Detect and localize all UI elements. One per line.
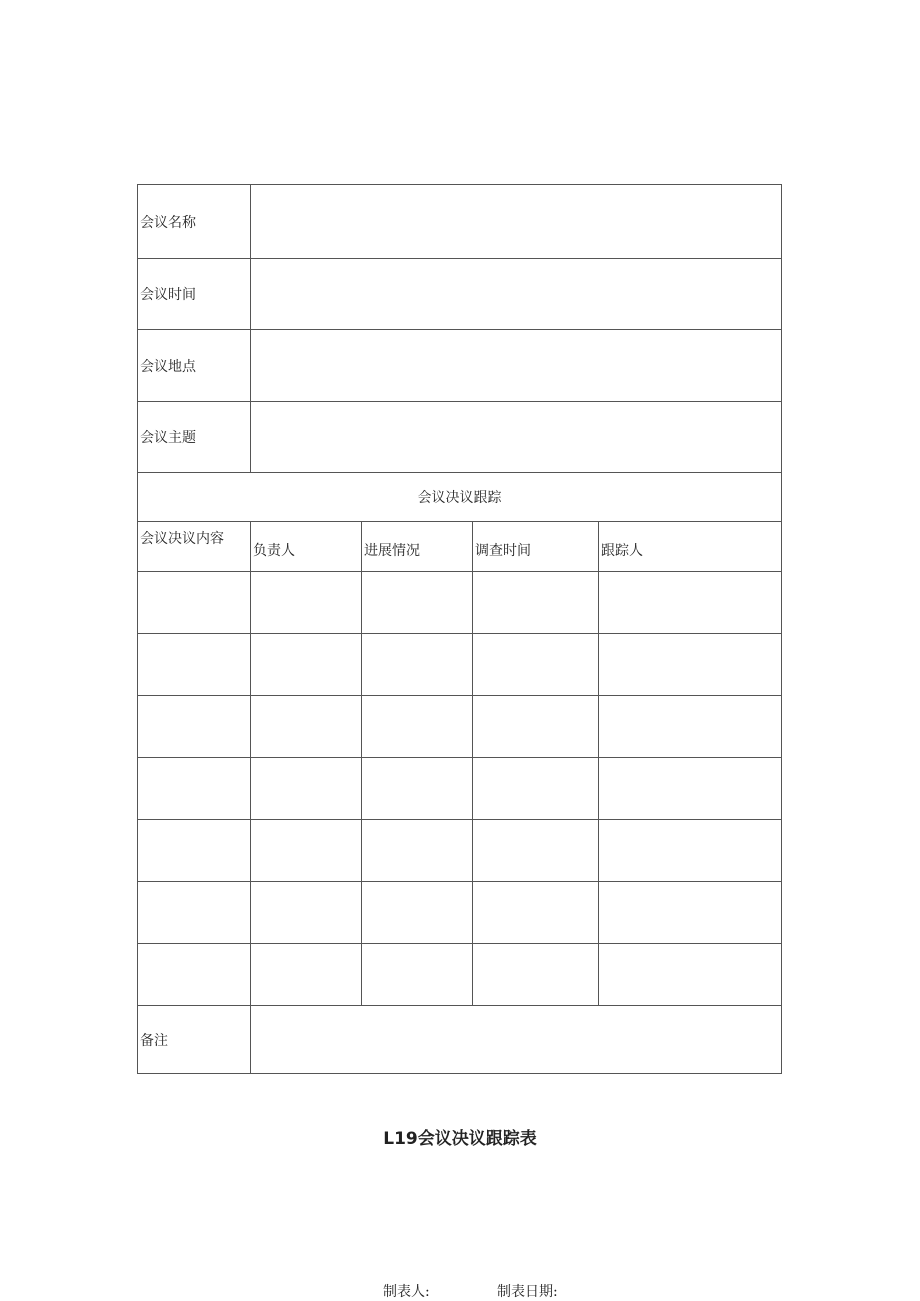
resolution-content-cell[interactable] bbox=[138, 758, 251, 820]
progress-cell[interactable] bbox=[362, 634, 473, 696]
document-title: L19会议决议跟踪表 bbox=[383, 1129, 537, 1149]
meeting-time-label: 会议时间 bbox=[138, 259, 251, 330]
maker-label: 制表人: bbox=[383, 1284, 430, 1300]
progress-cell[interactable] bbox=[362, 944, 473, 1006]
check-time-cell[interactable] bbox=[473, 696, 599, 758]
table-row bbox=[138, 882, 782, 944]
meeting-name-field[interactable] bbox=[251, 185, 782, 259]
responsible-cell[interactable] bbox=[251, 944, 362, 1006]
responsible-cell[interactable] bbox=[251, 758, 362, 820]
check-time-cell[interactable] bbox=[473, 944, 599, 1006]
resolution-content-cell[interactable] bbox=[138, 820, 251, 882]
table-row bbox=[138, 944, 782, 1006]
table-row bbox=[138, 634, 782, 696]
column-header-resolution-content: 会议决议内容 bbox=[138, 522, 251, 572]
check-time-cell[interactable] bbox=[473, 882, 599, 944]
meeting-place-field[interactable] bbox=[251, 330, 782, 402]
check-time-cell[interactable] bbox=[473, 758, 599, 820]
resolution-content-cell[interactable] bbox=[138, 944, 251, 1006]
meeting-place-label: 会议地点 bbox=[138, 330, 251, 402]
responsible-cell[interactable] bbox=[251, 882, 362, 944]
column-header-check-time: 调查时间 bbox=[473, 522, 599, 572]
tracking-section-header: 会议决议跟踪 bbox=[138, 473, 782, 522]
progress-cell[interactable] bbox=[362, 820, 473, 882]
column-header-responsible: 负责人 bbox=[251, 522, 362, 572]
tracker-cell[interactable] bbox=[599, 634, 782, 696]
resolution-content-cell[interactable] bbox=[138, 882, 251, 944]
responsible-cell[interactable] bbox=[251, 696, 362, 758]
tracker-cell[interactable] bbox=[599, 944, 782, 1006]
meeting-topic-label: 会议主题 bbox=[138, 402, 251, 473]
responsible-cell[interactable] bbox=[251, 634, 362, 696]
remarks-field[interactable] bbox=[251, 1006, 782, 1074]
resolution-content-cell[interactable] bbox=[138, 634, 251, 696]
tracker-cell[interactable] bbox=[599, 882, 782, 944]
progress-cell[interactable] bbox=[362, 696, 473, 758]
tracker-cell[interactable] bbox=[599, 696, 782, 758]
meeting-time-field[interactable] bbox=[251, 259, 782, 330]
progress-cell[interactable] bbox=[362, 572, 473, 634]
tracker-cell[interactable] bbox=[599, 820, 782, 882]
remarks-label: 备注 bbox=[138, 1006, 251, 1074]
check-time-cell[interactable] bbox=[473, 634, 599, 696]
table-row bbox=[138, 820, 782, 882]
date-label: 制表日期: bbox=[497, 1284, 558, 1300]
resolution-content-cell[interactable] bbox=[138, 696, 251, 758]
check-time-cell[interactable] bbox=[473, 572, 599, 634]
responsible-cell[interactable] bbox=[251, 820, 362, 882]
table-row bbox=[138, 758, 782, 820]
resolution-content-cell[interactable] bbox=[138, 572, 251, 634]
check-time-cell[interactable] bbox=[473, 820, 599, 882]
progress-cell[interactable] bbox=[362, 882, 473, 944]
meeting-topic-field[interactable] bbox=[251, 402, 782, 473]
column-header-tracker: 跟踪人 bbox=[599, 522, 782, 572]
tracker-cell[interactable] bbox=[599, 572, 782, 634]
table-row bbox=[138, 572, 782, 634]
table-row bbox=[138, 696, 782, 758]
column-header-progress: 进展情况 bbox=[362, 522, 473, 572]
tracker-cell[interactable] bbox=[599, 758, 782, 820]
meeting-name-label: 会议名称 bbox=[138, 185, 251, 259]
progress-cell[interactable] bbox=[362, 758, 473, 820]
responsible-cell[interactable] bbox=[251, 572, 362, 634]
meeting-resolution-tracking-table bbox=[137, 184, 782, 1074]
